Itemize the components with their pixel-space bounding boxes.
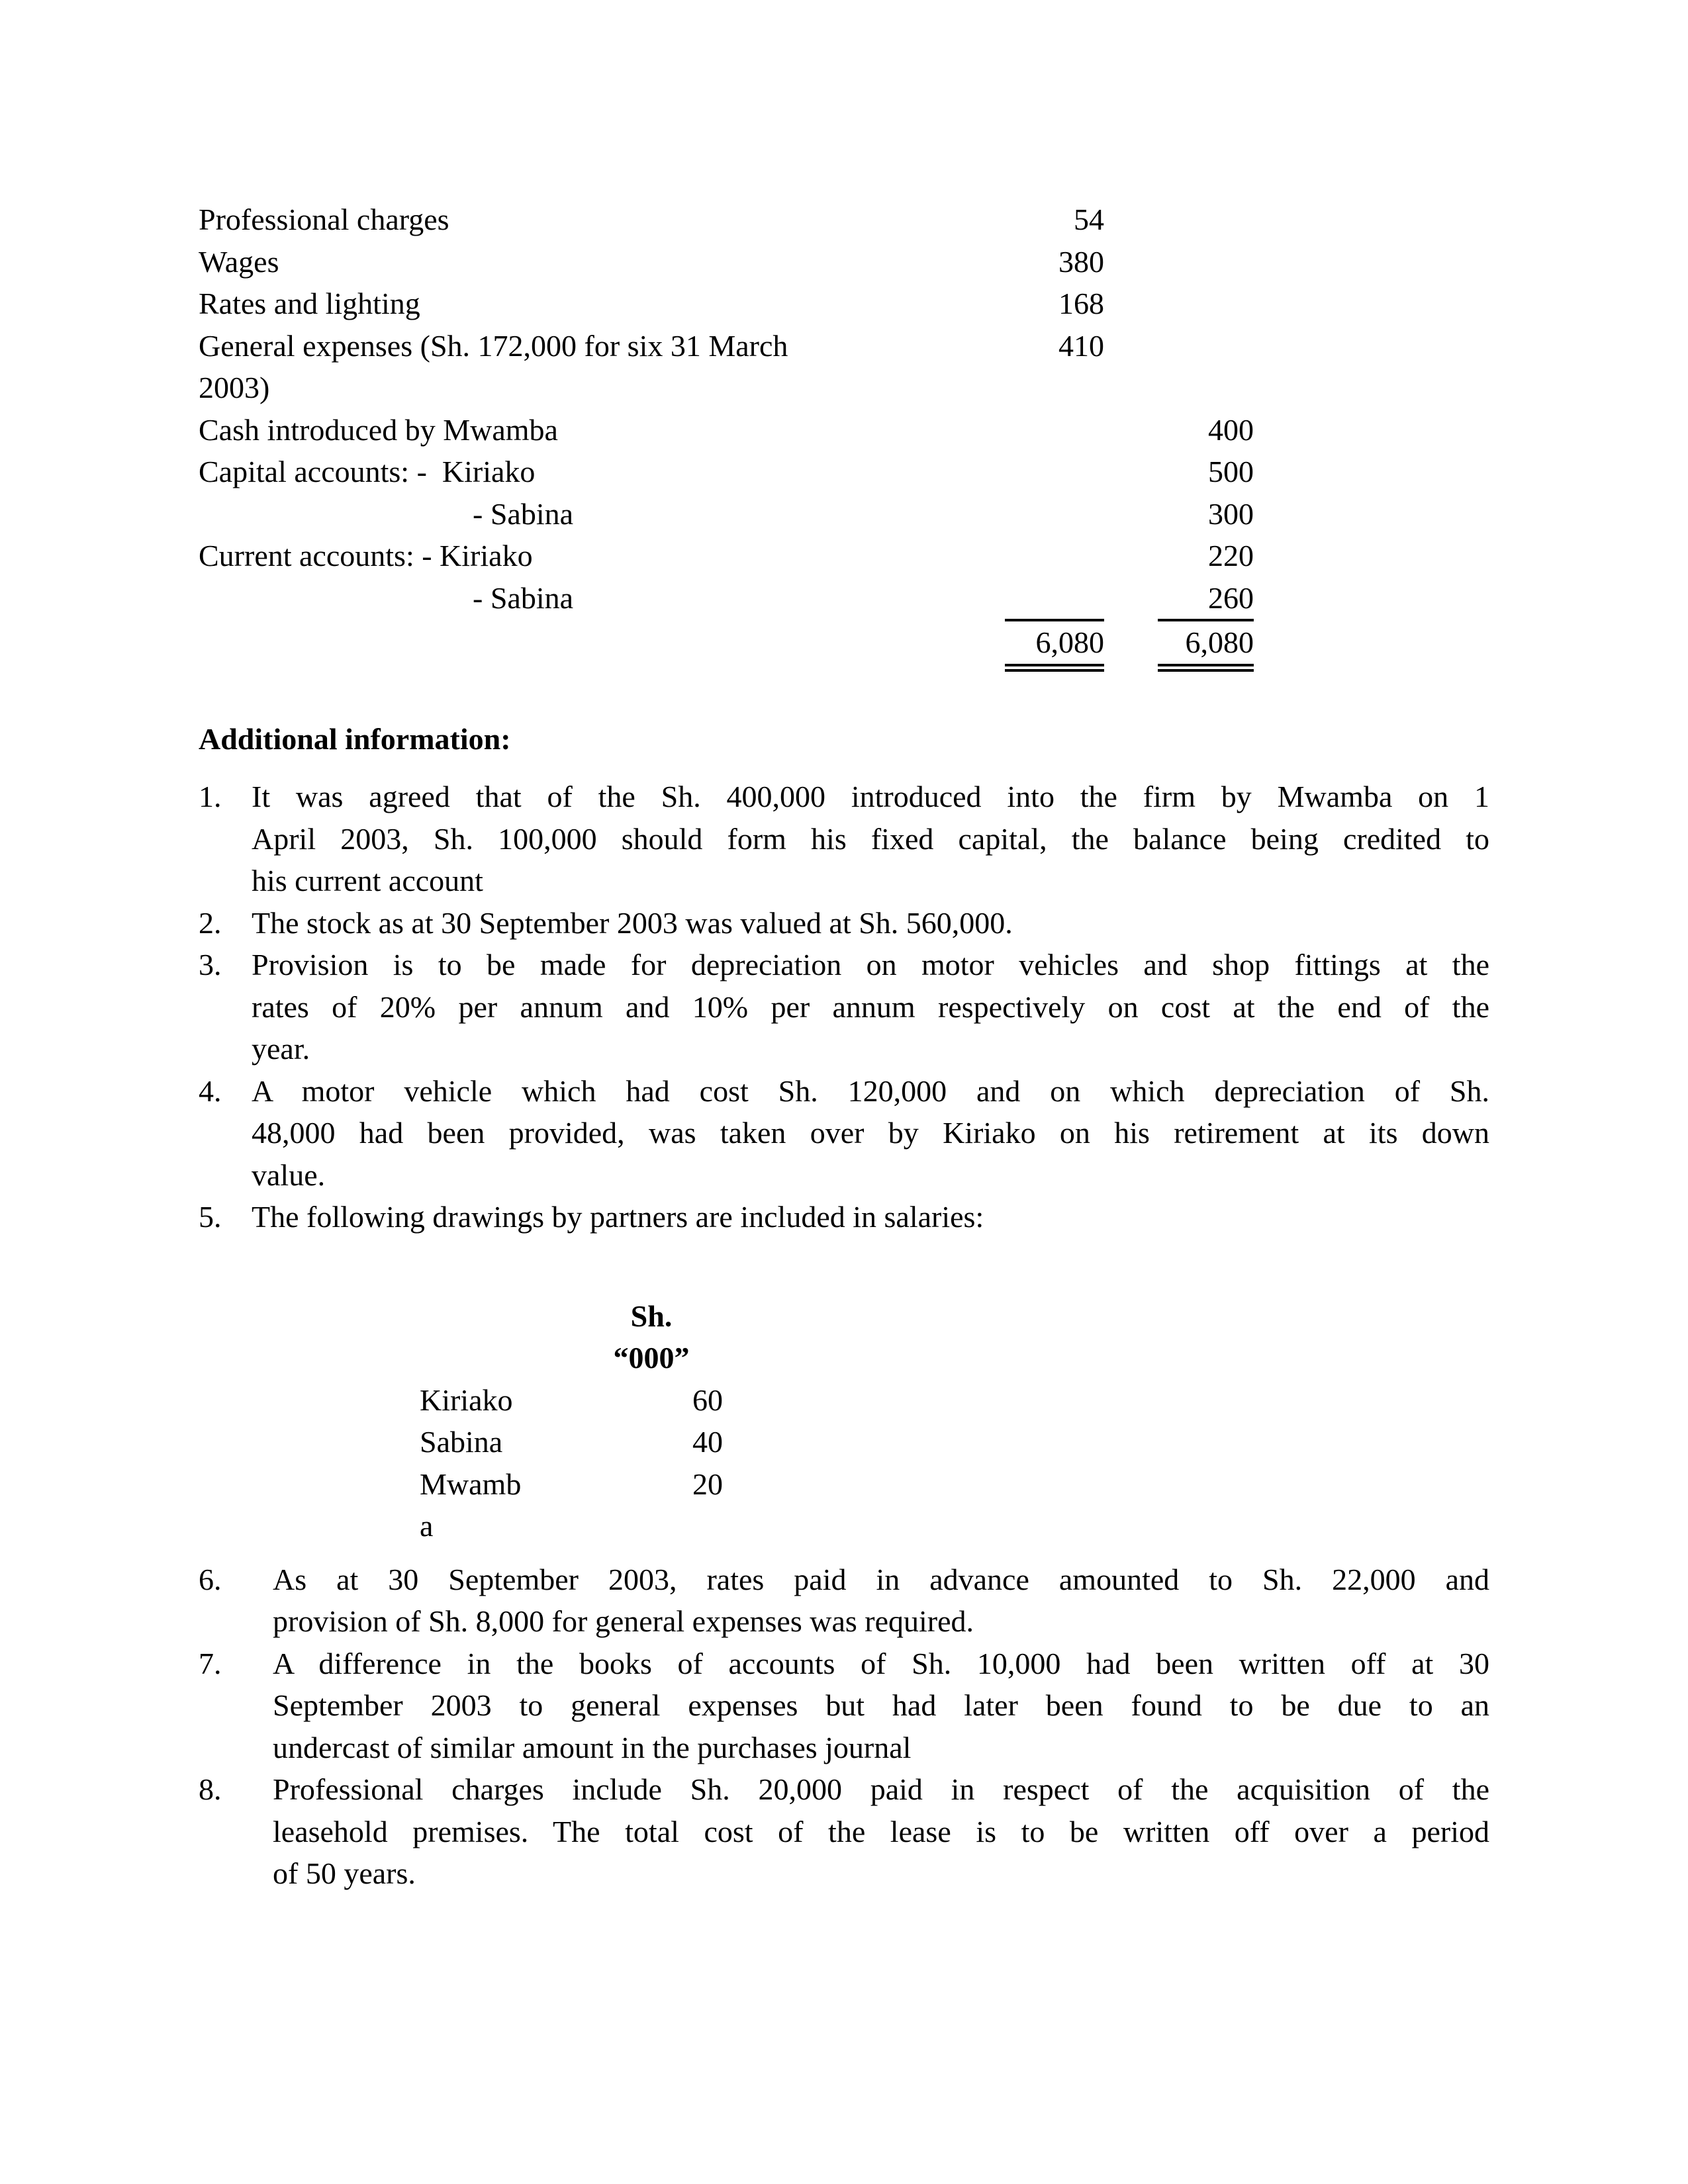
drawings-table-body [420, 1379, 1489, 1547]
amount-col1 [966, 451, 1104, 493]
partner-name [420, 1463, 625, 1547]
table-row [199, 241, 1489, 283]
drawings-row [420, 1463, 1489, 1547]
table-row [199, 409, 1489, 451]
amount-col1-value: 54 [1074, 203, 1104, 236]
amount-col1-value: 380 [1058, 244, 1104, 279]
amount-col1 [966, 577, 1104, 622]
row-label-line: General expenses (Sh. 172,000 for six 31 March [199, 328, 788, 363]
row-label-line: 2003) [199, 371, 270, 404]
amount-col2-value: 400 [1208, 412, 1254, 447]
row-label-line: Wages [199, 244, 279, 279]
note-item-line: Professional charges include Sh. 20,000 paid in respect of the acquisition of the [273, 1772, 1489, 1806]
note-item-line: rates of 20% per annum and 10% per annum respectively on cost at the end of the [252, 989, 1489, 1024]
note-item-line: his current account [252, 864, 483, 897]
row-label-line: Capital accounts: - Kiriako [199, 455, 536, 488]
amount-col2-value: 500 [1208, 455, 1254, 488]
note-item-number: 6. [199, 1562, 222, 1596]
row-label [199, 241, 966, 283]
table-row [199, 199, 1489, 241]
note-item [199, 1196, 1489, 1238]
drawings-header-thousands: “000” [613, 1341, 690, 1375]
note-item [199, 944, 1489, 1070]
amount-col1 [966, 241, 1104, 283]
table-row [199, 451, 1489, 493]
note-item-line: 48,000 had been provided, was taken over by Kiriako on his retirement at its down [252, 1116, 1489, 1150]
drawings-amount: 20 [692, 1467, 723, 1501]
partner-name-line: Kiriako [420, 1383, 513, 1417]
table-row [199, 325, 1489, 409]
note-item-line: of 50 years. [273, 1856, 416, 1890]
amount-col1-value: 168 [1058, 287, 1104, 320]
note-item-line: As at 30 September 2003, rates paid in advance amounted to Sh. 22,000 and [273, 1562, 1489, 1596]
amount-col2 [1104, 325, 1254, 409]
amount-col1-value: 410 [1058, 328, 1104, 363]
amount-col2 [1104, 535, 1254, 577]
row-label [199, 409, 966, 451]
note-item-line: April 2003, Sh. 100,000 should form his fixed capital, the balance being credited to [252, 821, 1489, 856]
amount-col2-value [1158, 241, 1254, 283]
amount-col1-value [1005, 577, 1104, 622]
drawings-row [420, 1421, 1489, 1463]
notes-list-6-8 [199, 1559, 1489, 1895]
row-label [199, 451, 966, 493]
note-item-number: 8. [199, 1772, 222, 1806]
drawings-amount: 60 [692, 1383, 723, 1417]
row-label [199, 493, 966, 535]
amount-col1-value [1005, 535, 1104, 577]
amount-col1 [966, 493, 1104, 535]
drawings-table [420, 1295, 1489, 1547]
table-row [199, 283, 1489, 325]
note-item-line: leasehold premises. The total cost of the lease is to be written off over a period [273, 1814, 1489, 1848]
amount-col1 [966, 199, 1104, 241]
note-item [199, 1070, 1489, 1197]
table-row [199, 621, 1489, 672]
row-label [199, 199, 966, 241]
note-item-text [273, 1559, 1489, 1643]
row-label [199, 325, 966, 409]
note-item [199, 776, 1489, 902]
note-item-line: It was agreed that of the Sh. 400,000 introduced into the firm by Mwamba on 1 [252, 780, 1489, 813]
row-label-line: - Sabina [473, 496, 574, 531]
drawings-table-header [598, 1295, 704, 1379]
note-item [199, 902, 1489, 944]
note-item-line: A difference in the books of accounts of Sh. 10,000 had been written off at 30 [273, 1646, 1489, 1680]
amount-col2-value: 260 [1158, 577, 1254, 622]
note-item-line: Provision is to be made for depreciation on motor vehicles and shop fittings at the [252, 948, 1489, 981]
amount-col2 [1104, 283, 1254, 325]
note-item-line: September 2003 to general expenses but had later been found to be due to an [273, 1688, 1489, 1722]
amount-col1-value [1005, 409, 1104, 451]
amount-col1-value: 6,080 [1005, 621, 1104, 672]
note-item-number: 5. [199, 1200, 222, 1234]
amount-col2 [1104, 451, 1254, 493]
amount-col1-value [1005, 451, 1104, 493]
amount-col2 [1104, 241, 1254, 283]
trial-balance-body [199, 199, 1489, 672]
amount-col2-value: 6,080 [1158, 621, 1254, 672]
amount-col2-value [1158, 199, 1254, 241]
partner-name-line: Sabina [420, 1425, 503, 1459]
notes-list-1-5 [199, 776, 1489, 1238]
row-label [199, 535, 966, 577]
note-item-text [252, 944, 1489, 1070]
amount-col1 [966, 325, 1104, 409]
note-item [199, 1559, 1489, 1643]
additional-information-heading: Additional information: [199, 721, 511, 756]
amount-col1-value [1005, 493, 1104, 535]
row-label-line: - Sabina [473, 580, 574, 615]
partner-name [420, 1421, 625, 1463]
row-label [199, 621, 966, 672]
amount-col1 [966, 409, 1104, 451]
table-row [199, 535, 1489, 577]
note-item-number: 2. [199, 905, 222, 940]
note-item [199, 1768, 1489, 1895]
drawings-amount: 40 [692, 1425, 723, 1459]
note-item-text [273, 1643, 1489, 1769]
note-item-line: value. [252, 1158, 326, 1192]
note-item-line: provision of Sh. 8,000 for general expenses was required. [273, 1604, 974, 1638]
note-item-text [252, 902, 1489, 944]
amount-col1 [966, 621, 1104, 672]
note-item-text [273, 1768, 1489, 1895]
amount-col1 [966, 283, 1104, 325]
row-label [199, 577, 966, 622]
row-label [199, 283, 966, 325]
note-item-line: The following drawings by partners are included in salaries: [252, 1200, 984, 1234]
row-label-line: Current accounts: - Kiriako [199, 539, 533, 572]
amount-col2-value: 300 [1208, 496, 1254, 531]
note-item-number: 1. [199, 780, 222, 813]
partner-name-line: a [420, 1509, 434, 1543]
note-item-line: year. [252, 1032, 310, 1066]
table-row [199, 493, 1489, 535]
amount-col2 [1104, 493, 1254, 535]
row-label-line: Professional charges [199, 203, 449, 236]
note-item-number: 3. [199, 948, 222, 981]
note-item-number: 7. [199, 1646, 222, 1680]
amount-col2 [1104, 621, 1254, 672]
trial-balance-table [199, 199, 1489, 672]
row-label-line: Cash introduced by Mwamba [199, 412, 558, 447]
note-item-text [252, 1070, 1489, 1197]
note-item-text [252, 1196, 1489, 1238]
amount-col2 [1104, 577, 1254, 622]
partner-name-line: Mwamb [420, 1467, 522, 1501]
note-item-text [252, 776, 1489, 902]
note-item [199, 1643, 1489, 1769]
drawings-row [420, 1379, 1489, 1422]
note-item-number: 4. [199, 1073, 222, 1108]
note-item-line: A motor vehicle which had cost Sh. 120,000 and on which depreciation of Sh. [252, 1073, 1489, 1108]
amount-col2-value [1158, 325, 1254, 409]
note-item-line: undercast of similar amount in the purchases journal [273, 1730, 912, 1764]
row-label-line: Rates and lighting [199, 287, 420, 320]
amount-col2 [1104, 199, 1254, 241]
drawings-header-currency: Sh. [630, 1298, 673, 1333]
table-row [199, 577, 1489, 622]
amount-col2-value: 220 [1208, 539, 1254, 572]
amount-col2-value [1158, 283, 1254, 325]
note-item-line: The stock as at 30 September 2003 was valued at Sh. 560,000. [252, 905, 1013, 940]
amount-col2 [1104, 409, 1254, 451]
amount-col1 [966, 535, 1104, 577]
partner-name [420, 1379, 625, 1422]
